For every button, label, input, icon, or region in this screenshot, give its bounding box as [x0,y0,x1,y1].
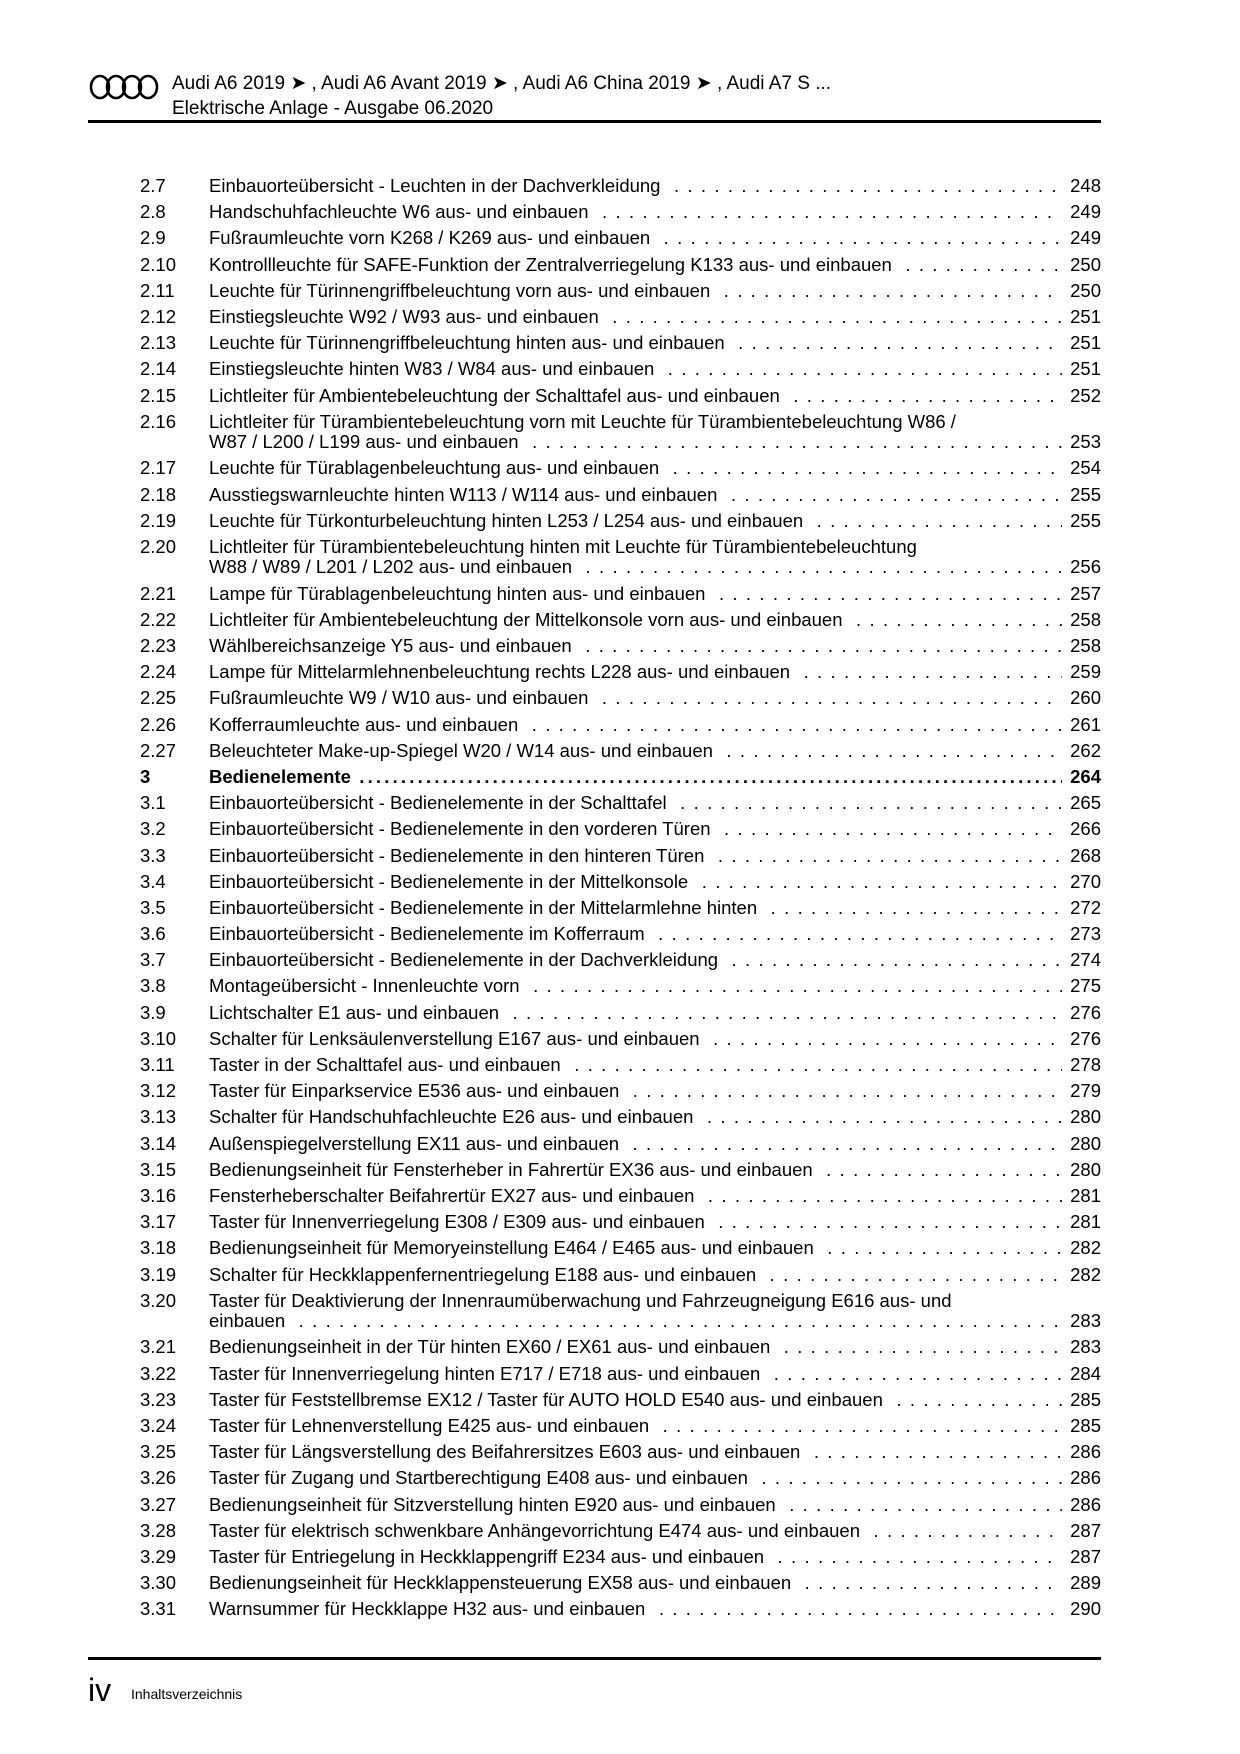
toc-entry-number: 2.25 [140,688,177,709]
toc-entry-title: Kontrollleuchte für SAFE-Funktion der Zentralverriegelung K133 aus- und einbauen . . . [209,255,892,275]
toc-entry[interactable] [140,1134,1101,1155]
toc-entry-title: Kofferraumleuchte aus- und einbauen . . . [209,715,518,735]
toc-entry-title: Warnsummer für Heckklappe H32 aus- und einbauen . . . [209,1599,645,1619]
toc-entry-title: Einbauorteübersicht - Bedienelemente in den hinteren Türen . . . [209,846,704,866]
toc-entry[interactable] [140,872,1101,893]
toc-entry[interactable] [140,741,1101,762]
toc-entry-number: 3.11 [140,1055,175,1075]
toc-entry-title: Fußraumleuchte W9 / W10 aus- und einbauen . . . [209,688,588,708]
toc-entry-page: 280 [1062,1107,1101,1128]
toc-entry[interactable] [140,1337,1101,1358]
toc-entry[interactable] [140,1573,1101,1594]
toc-entry-page: 289 [1062,1573,1101,1594]
toc-entry-title: Taster für Innenverriegelung hinten E717 / E718 aus- und einbauen . . . [209,1364,760,1384]
toc-entry[interactable] [140,1107,1101,1128]
toc-entry[interactable] [140,1160,1101,1181]
toc-entry-number: 3.15 [140,1159,177,1180]
toc-entry-title: Lichtleiter für Türambientebeleuchtung hinten mit Leuchte für Türambientebeleuchtung W88 / W89 / L201 / L202 aus- und einbauen . . . [209,537,917,578]
toc-entry-page: 264 [1062,767,1101,788]
toc-entry-title: Einbauorteübersicht - Bedienelemente in der Mittelarmlehne hinten . . . [209,898,757,918]
page-number: iv [88,1672,112,1708]
toc-entry-title: Handschuhfachleuchte W6 aus- und einbauen . . . [209,202,589,222]
toc-entry-page: 249 [1062,228,1101,249]
toc-entry-number: 2.19 [140,510,177,531]
toc-entry-number: 2.18 [140,484,177,505]
footer-section-label: Inhaltsverzeichnis [131,1686,243,1702]
toc-entry-title: Außenspiegelverstellung EX11 aus- und einbauen . . . [209,1134,619,1154]
toc-entry-number: 2.8 [140,202,166,223]
toc-entry-number: 3.6 [140,924,166,945]
document-title: Audi A6 2019 ➤ , Audi A6 Avant 2019 ➤ , Audi A6 China 2019 ➤ , Audi A7 S ... [172,73,832,94]
toc-entry-number: 3.17 [140,1212,177,1233]
toc-entry[interactable] [140,976,1101,997]
toc-entry-title: Einbauorteübersicht - Leuchten in der Dachverkleidung . . . [209,176,660,196]
toc-entry-page: 262 [1062,741,1101,762]
toc-entry-title: Bedienungseinheit für Fensterheber in Fahrertür EX36 aus- und einbauen . . . [209,1160,813,1180]
toc-entry[interactable] [140,898,1101,919]
toc-entry-page: 248 [1062,176,1101,197]
toc-entry-page: 250 [1062,281,1101,302]
toc-entry-number: 2.21 [140,583,177,604]
toc-entry-number: 3.16 [140,1185,177,1206]
toc-entry-title: Einbauorteübersicht - Bedienelemente in der Schalttafel . . . [209,793,667,813]
toc-entry-number: 3.9 [140,1002,166,1023]
toc-entry-number: 2.23 [140,636,177,656]
toc-entry-title: Einbauorteübersicht - Bedienelemente in den vorderen Türen . . . [209,819,711,839]
toc-entry-number: 3.3 [140,845,166,866]
toc-entry[interactable] [140,1212,1101,1233]
toc-entry-title: Bedienungseinheit für Heckklappensteuerung EX58 aus- und einbauen . . . [209,1573,791,1593]
toc-entry-page: 284 [1062,1364,1101,1385]
toc-entry-title: Montageübersicht - Innenleuchte vorn . . . [209,976,520,996]
toc-entry-number: 3.7 [140,950,166,971]
toc-entry[interactable] [140,1495,1101,1516]
toc-entry-title: Einbauorteübersicht - Bedienelemente in der Dachverkleidung . . . [209,950,718,970]
toc-entry-page: 270 [1062,872,1101,893]
toc-entry-page: 251 [1062,307,1101,328]
toc-entry-title: Lampe für Mittelarmlehnenbeleuchtung rechts L228 aus- und einbauen . . . [209,662,790,682]
toc-entry-page: 251 [1062,359,1101,380]
toc-entry-title: Leuchte für Türablagenbeleuchtung aus- und einbauen . . . [209,458,659,478]
toc-entry-number: 2.24 [140,662,177,683]
toc-entry[interactable] [140,1186,1101,1207]
toc-entry-page: 268 [1062,846,1101,867]
toc-entry-title: Beleuchteter Make-up-Spiegel W20 / W14 aus- und einbauen . . . [209,741,713,761]
toc-entry[interactable] [140,1055,1101,1076]
toc-entry-page: 274 [1062,950,1101,971]
toc-entry[interactable] [140,1599,1101,1620]
toc-entry-page: 257 [1062,584,1101,605]
toc-entry-page: 259 [1062,662,1101,683]
document-subtitle: Elektrische Anlage - Ausgabe 06.2020 [172,98,494,119]
toc-entry-number: 3.20 [140,1290,177,1311]
toc-entry-title: Leuchte für Türinnengriffbeleuchtung vorn aus- und einbauen . . . [209,281,710,301]
toc-entry[interactable] [140,307,1101,328]
toc-entry[interactable] [140,228,1101,249]
toc-entry-title: Lichtleiter für Ambientebeleuchtung der Mittelkonsole vorn aus- und einbauen . . . [209,610,843,630]
toc-entry-page: 265 [1062,793,1101,814]
toc-entry-number: 3.28 [140,1520,177,1541]
toc-entry-number: 3.24 [140,1415,177,1436]
toc-entry[interactable] [140,412,1101,453]
toc-entry-page: 261 [1062,715,1101,736]
toc-entry-page: 272 [1062,898,1101,919]
toc-entry-page: 255 [1062,511,1101,532]
toc-entry[interactable] [140,636,1101,657]
toc-entry-page: 276 [1062,1003,1101,1024]
toc-entry[interactable] [140,281,1101,302]
toc-entry-number: 2.15 [140,385,177,406]
toc-entry[interactable] [140,1081,1101,1102]
toc-entry-title: Schalter für Lenksäulenverstellung E167 aus- und einbauen . . . [209,1029,700,1049]
toc-entry[interactable] [140,1238,1101,1259]
toc-entry-page: 286 [1062,1495,1101,1516]
toc-entry[interactable] [140,715,1101,736]
toc-entry-page: 286 [1062,1442,1101,1463]
toc-entry[interactable] [140,793,1101,814]
toc-entry-number: 3.19 [140,1264,177,1285]
toc-entry[interactable] [140,176,1101,197]
toc-entry-number: 3.31 [140,1599,177,1620]
toc-entry-number: 3.22 [140,1363,177,1384]
toc-entry-title: Bedienungseinheit für Sitzverstellung hinten E920 aus- und einbauen . . . [209,1495,776,1515]
toc-entry-number: 2.22 [140,609,177,630]
toc-entry-title: Taster in der Schalttafel aus- und einbauen . . . [209,1055,561,1075]
toc-entry-number: 2.9 [140,228,166,249]
toc-chapter-entry[interactable] [140,767,1101,788]
toc-entry-title: Lichtleiter für Ambientebeleuchtung der Schalttafel aus- und einbauen . . . [209,386,780,406]
toc-entry[interactable] [140,359,1101,380]
toc-entry-page: 290 [1062,1599,1101,1620]
toc-entry-number: 2.11 [140,280,175,301]
toc-entry-title: Einbauorteübersicht - Bedienelemente im Kofferraum . . . [209,924,645,944]
toc-entry-number: 2.20 [140,536,177,557]
toc-entry-page: 285 [1062,1416,1101,1437]
toc-entry[interactable] [140,202,1101,223]
toc-entry-number: 3.30 [140,1573,177,1594]
toc-entry-number: 3.5 [140,897,166,918]
toc-entry[interactable] [140,458,1101,479]
toc-entry-page: 258 [1062,636,1101,657]
toc-entry-page: 276 [1062,1029,1101,1050]
toc-entry-title: Einstiegsleuchte hinten W83 / W84 aus- und einbauen . . . [209,359,654,379]
toc-entry[interactable] [140,1547,1101,1568]
toc-entry-number: 2.12 [140,306,177,327]
header-rule [88,120,1101,123]
toc-entry[interactable] [140,1265,1101,1286]
toc-entry[interactable] [140,688,1101,709]
toc-entry[interactable] [140,924,1101,945]
toc-entry-title: Fußraumleuchte vorn K268 / K269 aus- und einbauen . . . [209,228,650,248]
toc-entry-title: Taster für Lehnenverstellung E425 aus- und einbauen . . . [209,1416,649,1436]
toc-entry-number: 2.10 [140,254,177,275]
toc-entry-page: 278 [1062,1055,1101,1076]
toc-entry-title: Schalter für Heckklappenfernentriegelung E188 aus- und einbauen . . . [209,1265,756,1285]
toc-entry-title: Ausstiegswarnleuchte hinten W113 / W114 aus- und einbauen . . . [209,485,717,505]
toc-entry[interactable] [140,662,1101,683]
toc-entry-number: 3.26 [140,1468,177,1489]
toc-entry-title: Schalter für Handschuhfachleuchte E26 aus- und einbauen . . . [209,1107,693,1127]
toc-entry-page: 254 [1062,458,1101,479]
toc-entry-page: 258 [1062,610,1101,631]
toc-entry-title: Einbauorteübersicht - Bedienelemente in der Mittelkonsole . . . [209,872,688,892]
toc-entry-number: 3.8 [140,976,166,997]
toc-entry-number: 2.16 [140,411,177,432]
toc-entry-number: 2.7 [140,176,166,196]
toc-entry-page: 260 [1062,688,1101,709]
toc-entry[interactable] [140,819,1101,840]
toc-entry-page: 287 [1062,1521,1101,1542]
toc-entry-page: 287 [1062,1547,1101,1568]
toc-entry-title: Taster für elektrisch schwenkbare Anhängevorrichtung E474 aus- und einbauen . . . [209,1521,860,1541]
toc-entry[interactable] [140,255,1101,276]
toc-entry-title: Taster für Feststellbremse EX12 / Taster für AUTO HOLD E540 aus- und einbauen . . . [209,1390,883,1410]
toc-entry-page: 282 [1062,1265,1101,1286]
toc-entry[interactable] [140,1003,1101,1024]
toc-entry[interactable] [140,511,1101,532]
toc-entry-number: 2.14 [140,359,177,380]
toc-entry-number: 3.21 [140,1337,177,1358]
toc-entry[interactable] [140,1442,1101,1463]
toc-entry-number: 3.2 [140,819,166,840]
toc-entry-title: Taster für Deaktivierung der Innenraumüberwachung und Fahrzeugneigung E616 aus- und einbauen . . . [209,1291,952,1332]
toc-entry-number: 3.25 [140,1442,177,1463]
toc-entry-title: Lichtleiter für Türambientebeleuchtung vorn mit Leuchte für Türambientebeleuchtung W86 / W87 / L200 / L199 aus- und einbauen . . . [209,412,956,453]
toc-entry-title: Taster für Zugang und Startberechtigung E408 aus- und einbauen . . . [209,1468,748,1488]
toc-entry-page: 275 [1062,976,1101,997]
table-of-contents [140,176,1101,1625]
toc-entry[interactable] [140,537,1101,578]
toc-entry-page: 249 [1062,202,1101,223]
toc-entry-page: 286 [1062,1468,1101,1489]
toc-entry-title: Einstiegsleuchte W92 / W93 aus- und einbauen . . . [209,307,599,327]
toc-entry-page: 252 [1062,386,1101,407]
toc-entry[interactable] [140,1029,1101,1050]
toc-entry-title: Fensterheberschalter Beifahrertür EX27 aus- und einbauen . . . [209,1186,694,1206]
toc-entry-page: 256 [1062,557,1101,578]
toc-entry-page: 253 [1062,432,1101,453]
toc-entry-number: 3.18 [140,1238,177,1259]
toc-entry-title: Bedienungseinheit in der Tür hinten EX60 / EX61 aus- und einbauen . . . [209,1337,770,1357]
toc-entry-title: Leuchte für Türinnengriffbeleuchtung hinten aus- und einbauen . . . [209,333,725,353]
toc-entry-page: 281 [1062,1212,1101,1233]
toc-entry[interactable] [140,1521,1101,1542]
toc-entry[interactable] [140,610,1101,631]
toc-entry-title: Taster für Innenverriegelung E308 / E309 aus- und einbauen . . . [209,1212,705,1232]
toc-entry[interactable] [140,386,1101,407]
toc-entry-title: Lampe für Türablagenbeleuchtung hinten aus- und einbauen . . . [209,584,705,604]
toc-entry-number: 2.27 [140,740,177,761]
toc-entry-page: 250 [1062,255,1101,276]
toc-entry-title: Taster für Entriegelung in Heckklappengriff E234 aus- und einbauen . . . [209,1547,764,1567]
toc-entry[interactable] [140,1468,1101,1489]
toc-entry[interactable] [140,950,1101,971]
toc-entry-page: 255 [1062,485,1101,506]
toc-entry-page: 280 [1062,1134,1101,1155]
toc-entry-number: 3.13 [140,1107,177,1128]
toc-entry[interactable] [140,333,1101,354]
toc-entry-title: Lichtschalter E1 aus- und einbauen . . . [209,1003,499,1023]
toc-entry-number: 2.13 [140,333,177,354]
toc-entry-title: Bedienelemente ..... [209,767,351,787]
toc-entry-title: Taster für Einparkservice E536 aus- und einbauen . . . [209,1081,619,1101]
toc-entry[interactable] [140,1416,1101,1437]
toc-entry-number: 3.1 [140,793,166,814]
toc-entry-page: 280 [1062,1160,1101,1181]
toc-entry[interactable] [140,846,1101,867]
toc-entry[interactable] [140,584,1101,605]
toc-entry-title: Wählbereichsanzeige Y5 aus- und einbauen . . . [209,636,572,656]
audi-rings-logo [89,74,159,100]
toc-entry[interactable] [140,1390,1101,1411]
toc-entry-title: Leuchte für Türkonturbeleuchtung hinten L253 / L254 aus- und einbauen . . . [209,511,803,531]
toc-entry-page: 266 [1062,819,1101,840]
toc-entry-page: 279 [1062,1081,1101,1102]
toc-entry-page: 285 [1062,1390,1101,1411]
toc-entry-page: 283 [1062,1337,1101,1358]
toc-entry-number: 3.4 [140,871,166,892]
toc-entry[interactable] [140,1291,1101,1332]
toc-entry-page: 251 [1062,333,1101,354]
toc-entry[interactable] [140,1364,1101,1385]
toc-entry-number: 3 [140,766,151,787]
toc-entry[interactable] [140,485,1101,506]
toc-entry-title: Bedienungseinheit für Memoryeinstellung E464 / E465 aus- und einbauen . . . [209,1238,814,1258]
toc-entry-page: 282 [1062,1238,1101,1259]
footer-rule [88,1657,1101,1660]
toc-entry-number: 3.27 [140,1494,177,1515]
toc-entry-page: 273 [1062,924,1101,945]
toc-entry-number: 3.14 [140,1133,177,1154]
toc-entry-number: 3.10 [140,1028,177,1049]
toc-entry-page: 281 [1062,1186,1101,1207]
toc-entry-number: 2.17 [140,458,177,479]
toc-entry-page: 283 [1062,1311,1101,1332]
toc-entry-number: 3.12 [140,1081,177,1102]
toc-entry-title: Taster für Längsverstellung des Beifahrersitzes E603 aus- und einbauen . . . [209,1442,800,1462]
toc-entry-number: 2.26 [140,714,177,735]
toc-entry-number: 3.23 [140,1389,177,1410]
toc-entry-number: 3.29 [140,1546,177,1567]
